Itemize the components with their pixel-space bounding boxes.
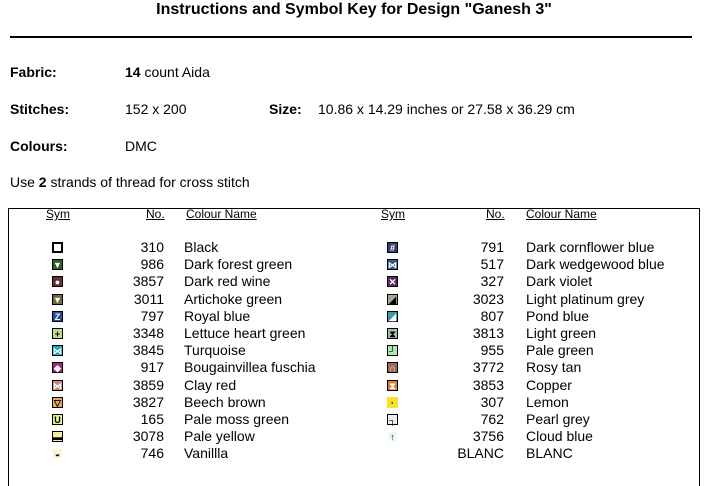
colour-name: Bougainvillea fuschia (184, 359, 316, 376)
stitches-label: Stitches: (10, 101, 70, 117)
bowtie-icon: ⋈ (388, 260, 397, 271)
bowtie-icon: ⋈ (53, 380, 62, 391)
colour-name: Beech brown (184, 393, 266, 410)
half-circle-icon: ◒ (52, 448, 63, 459)
key-row (0, 308, 708, 325)
hourglass-icon: ⧗ (387, 380, 398, 391)
dmc-number: 307 (480, 393, 504, 410)
dmc-number: 517 (480, 256, 504, 273)
dmc-number: 3859 (132, 376, 164, 393)
colour-name-header-left: Colour Name (186, 207, 257, 221)
corner-icon: ┘ (387, 345, 398, 356)
dmc-number: 327 (480, 273, 504, 290)
stitches-value: 152 x 200 (125, 101, 187, 117)
fabric-label: Fabric: (10, 64, 57, 80)
strands-pre: Use (10, 174, 35, 190)
dmc-number: 3853 (472, 376, 504, 393)
triangle-down-icon: ▼ (53, 294, 62, 305)
corner-triangle-icon: ◢ (387, 294, 398, 305)
dmc-number: BLANC (457, 445, 504, 462)
dmc-number: 746 (140, 445, 164, 462)
colour-name: Black (184, 239, 219, 255)
key-row (0, 359, 708, 376)
arrow-up-icon: ↑ (387, 431, 398, 442)
fabric-type: count Aida (144, 64, 210, 80)
colour-name-header-right: Colour Name (526, 207, 597, 221)
blank-icon (387, 448, 398, 459)
colours-label: Colours: (10, 138, 68, 154)
plus-icon: + (52, 328, 63, 339)
dmc-number: 762 (480, 411, 504, 427)
circle-icon: ● (52, 276, 63, 287)
strands-instruction (10, 174, 250, 190)
triangle-down-icon: ▼ (53, 260, 62, 271)
colour-name: Lemon (526, 393, 569, 410)
colour-name: Pond blue (526, 307, 590, 324)
key-row (0, 239, 708, 256)
colour-name: Light green (526, 325, 597, 341)
no-header-left: No. (146, 207, 165, 221)
colour-name: Dark red wine (184, 273, 271, 290)
fabric-count: 14 (125, 64, 141, 80)
colour-name: Turquoise (184, 342, 246, 359)
strands-count: 2 (38, 174, 47, 190)
colour-name: Copper (526, 376, 572, 393)
arch-icon: ∩ (387, 362, 398, 373)
key-row (0, 445, 708, 462)
fabric-value (125, 64, 210, 80)
colour-name: Rosy tan (526, 359, 582, 376)
dmc-number: 3827 (132, 393, 164, 410)
dmc-number: 3772 (472, 359, 504, 376)
key-row (0, 377, 708, 394)
diamond-icon: ◆ (52, 362, 63, 373)
colour-name: Pale green (526, 342, 594, 359)
colour-name: Lettuce heart green (184, 325, 306, 341)
corner-icon: ┐ (387, 414, 398, 425)
colour-name: Cloud blue (526, 428, 593, 445)
dmc-number: 310 (140, 239, 164, 255)
key-row (0, 342, 708, 359)
colour-name: Dark wedgewood blue (526, 256, 665, 273)
key-row (0, 428, 708, 445)
colour-name: Pale yellow (184, 428, 255, 445)
colour-name: BLANC (526, 445, 573, 462)
colour-name: Artichoke green (184, 290, 283, 307)
dmc-number: 3078 (132, 428, 164, 445)
colours-value: DMC (125, 138, 157, 154)
dmc-number: 955 (480, 342, 504, 359)
hash-icon: # (387, 242, 398, 253)
z-letter-icon: Z (52, 311, 63, 322)
dmc-number: 3756 (472, 428, 504, 445)
no-header-right: No. (486, 207, 505, 221)
dmc-number: 3845 (132, 342, 164, 359)
page-title: Instructions and Symbol Key for Design "Ganesh 3" (156, 1, 552, 18)
colour-name: Vanillla (184, 445, 229, 462)
key-row (0, 256, 708, 273)
key-row (0, 291, 708, 308)
dmc-number: 3813 (472, 325, 504, 341)
key-row (0, 411, 708, 428)
strands-post: strands of thread for cross stitch (50, 174, 250, 190)
colour-name: Light platinum grey (526, 290, 645, 307)
colour-name: Clay red (184, 376, 237, 393)
key-row (0, 273, 708, 290)
colour-name: Dark violet (526, 273, 593, 290)
bowtie-icon: ⋈ (53, 346, 62, 357)
dmc-number: 797 (140, 307, 164, 324)
corner-triangle-icon: ◢ (387, 311, 398, 322)
sym-header-right: Sym (381, 207, 405, 221)
triangle-outline-icon: ▽ (52, 397, 63, 408)
dmc-number: 791 (480, 239, 504, 255)
colour-name: Pearl grey (526, 411, 590, 427)
dmc-number: 807 (480, 307, 504, 324)
dmc-number: 3348 (132, 325, 164, 341)
bar-icon: ▬ (53, 432, 62, 443)
dmc-number: 3023 (472, 290, 504, 307)
sym-header-left: Sym (46, 207, 70, 221)
hourglass-icon: ⧗ (387, 328, 398, 339)
dmc-number: 165 (140, 411, 164, 427)
cup-icon: U (52, 414, 63, 425)
colour-name: Pale moss green (184, 411, 290, 427)
dmc-number: 3857 (132, 273, 164, 290)
size-label: Size: (269, 101, 302, 117)
colour-name: Dark forest green (184, 256, 293, 273)
key-row (0, 394, 708, 411)
dmc-number: 986 (140, 256, 164, 273)
colour-name: Dark cornflower blue (526, 239, 655, 255)
colour-name: Royal blue (184, 307, 251, 324)
key-row (0, 325, 708, 342)
dmc-number: 917 (140, 359, 164, 376)
dmc-number: 3011 (133, 290, 164, 307)
size-value: 10.86 x 14.29 inches or 27.58 x 36.29 cm (318, 101, 575, 117)
x-icon: ✕ (388, 277, 397, 288)
title-divider (10, 36, 692, 38)
dot-icon: · (387, 397, 398, 408)
